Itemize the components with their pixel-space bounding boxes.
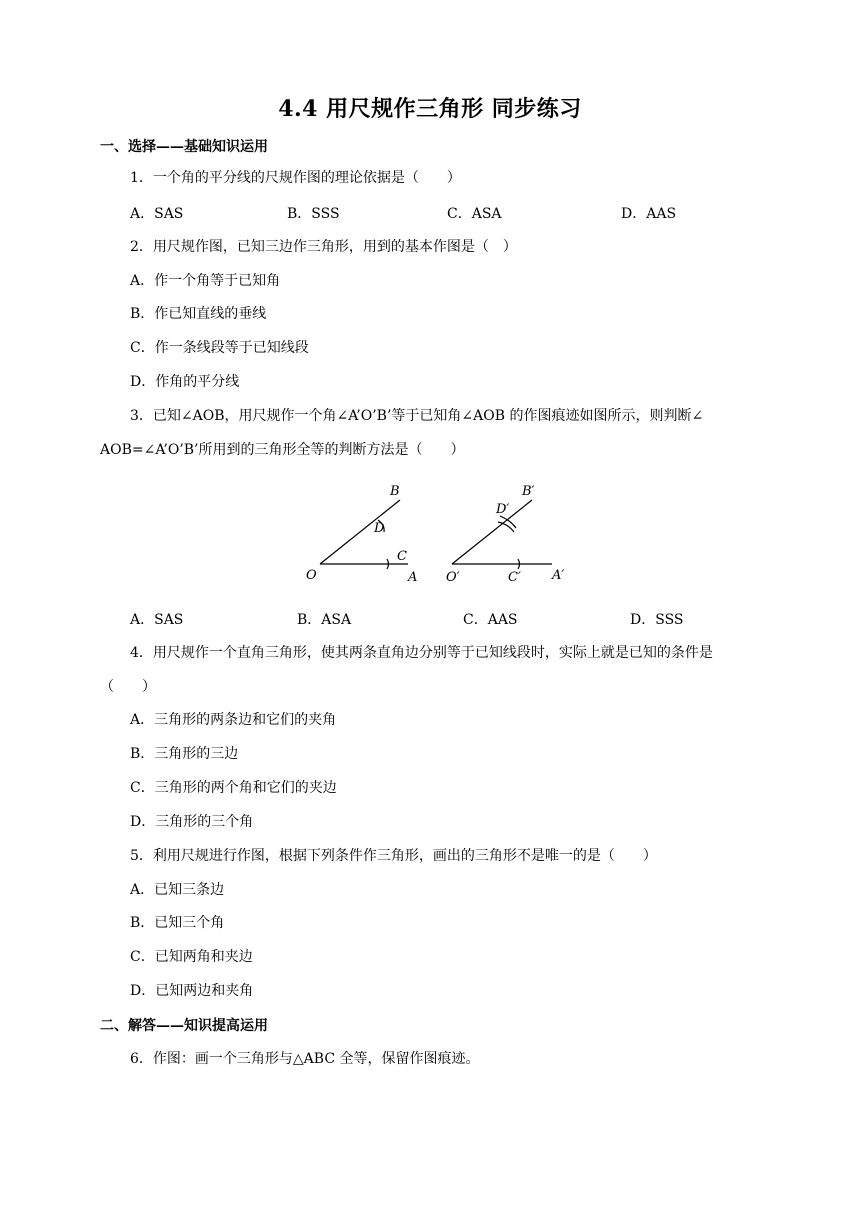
q4-option-a: A．三角形的两条边和它们的夹角 — [130, 712, 337, 728]
question-1-stem: 1．一个角的平分线的尺规作图的理论依据是（ ） — [130, 170, 461, 186]
section-heading-choice: 一、选择——基础知识运用 — [100, 139, 268, 155]
label-o-prime: O′ — [446, 570, 460, 585]
question-4-stem-line2: （ ） — [100, 679, 156, 695]
question-2-stem: 2．用尺规作图，已知三边作三角形，用到的基本作图是（ ） — [130, 239, 517, 255]
label-d: D — [374, 521, 385, 536]
q4-option-b: B．三角形的三边 — [130, 746, 239, 762]
q5-option-a: A．已知三条边 — [130, 882, 225, 898]
section-heading-answer: 二、解答——知识提高运用 — [100, 1018, 268, 1034]
question-3-stem-line2: AOB=∠A’O’B’所用到的三角形全等的判断方法是（ ） — [100, 442, 465, 458]
q3-option-d: D．SSS — [630, 612, 684, 628]
q2-option-b: B．作已知直线的垂线 — [130, 306, 267, 322]
q2-option-a: A．作一个角等于已知角 — [130, 273, 281, 289]
ray-ob — [320, 500, 400, 564]
q5-option-c: C．已知两角和夹边 — [130, 949, 253, 965]
q1-option-a: A．SAS — [130, 206, 184, 222]
label-a-prime: A′ — [552, 568, 565, 583]
q1-option-b: B．SSS — [287, 206, 340, 222]
question-3-options — [130, 609, 790, 629]
label-c-prime: C′ — [508, 570, 521, 585]
q3-option-a: A．SAS — [130, 612, 184, 628]
angle-aob — [306, 484, 417, 585]
label-d-prime: D′ — [496, 502, 510, 517]
q5-option-d: D．已知两边和夹角 — [130, 983, 254, 999]
q5-option-b: B．已知三个角 — [130, 915, 225, 931]
question-5-stem: 5．利用尺规进行作图，根据下列条件作三角形，画出的三角形不是唯一的是（ ） — [130, 848, 657, 864]
angle-a-prime-o-prime-b-prime — [446, 484, 564, 585]
label-b: B — [390, 484, 400, 499]
q3-option-c: C．AAS — [463, 612, 518, 628]
page-title: 4.4 用尺规作三角形 同步练习 — [278, 96, 582, 122]
label-o: O — [306, 568, 317, 583]
angle-construction-figure — [296, 478, 576, 588]
question-1-options — [130, 203, 790, 223]
question-4-stem-line1: 4．用尺规作一个直角三角形，使其两条直角边分别等于已知线段时，实际上就是已知的条件是 — [130, 645, 713, 661]
question-6-stem: 6．作图：画一个三角形与△ABC 全等，保留作图痕迹。 — [130, 1051, 480, 1067]
q4-option-c: C．三角形的两个角和它们的夹边 — [130, 780, 337, 796]
q3-option-b: B．ASA — [297, 612, 352, 628]
label-a: A — [408, 570, 418, 585]
label-b-prime: B′ — [522, 484, 535, 499]
q2-option-d: D．作角的平分线 — [130, 374, 240, 390]
q1-option-d: D．AAS — [621, 206, 677, 222]
label-c: C — [397, 549, 407, 564]
question-3-stem-line1: 3．已知∠AOB，用尺规作一个角∠A’O’B’等于已知角∠AOB 的作图痕迹如图所示，则判断∠ — [130, 408, 704, 424]
q4-option-d: D．三角形的三个角 — [130, 814, 254, 830]
q1-option-c: C．ASA — [447, 206, 502, 222]
q2-option-c: C．作一条线段等于已知线段 — [130, 340, 309, 356]
ray-o-prime-b-prime — [452, 500, 532, 564]
